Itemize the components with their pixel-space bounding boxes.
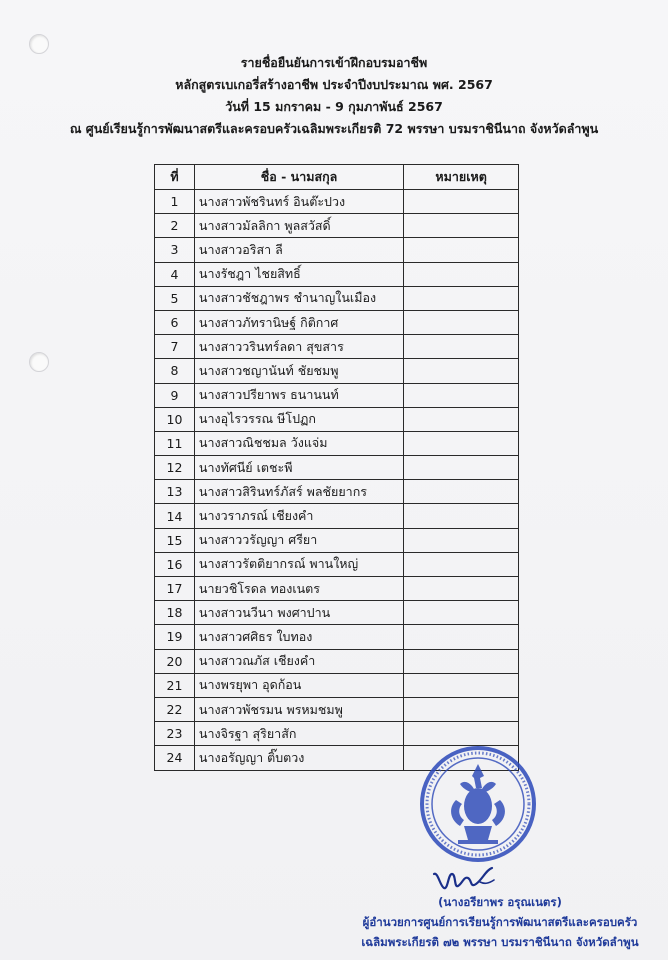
row-number: 16 <box>155 552 195 576</box>
row-note <box>404 601 519 625</box>
table-row <box>155 722 519 746</box>
table-row <box>155 407 519 431</box>
table-row <box>155 504 519 528</box>
row-note <box>404 480 519 504</box>
row-number: 18 <box>155 601 195 625</box>
participant-name: นายวชิโรดล ทองเนตร <box>194 577 403 601</box>
official-seal-stamp <box>418 744 538 864</box>
row-number: 9 <box>155 383 195 407</box>
row-number: 7 <box>155 335 195 359</box>
participant-name: นางรัชฎา ไชยสิทธิ์ <box>194 262 403 286</box>
table-row <box>155 335 519 359</box>
header-title: รายชื่อยืนยันการเข้าฝึกอบรมอาชีพ <box>240 55 428 70</box>
participant-name: นางสาวพัชรมน พรหมชมพู <box>194 697 403 721</box>
participant-name: นางสาวสิรินทร์ภัสร์ พลชัยยากร <box>194 480 403 504</box>
participant-name: นางสาวรัตติยากรณ์ พานใหญ่ <box>194 552 403 576</box>
row-note <box>404 504 519 528</box>
row-note <box>404 697 519 721</box>
participant-name: นางจิรฐา สุริยาสัก <box>194 722 403 746</box>
row-note <box>404 407 519 431</box>
row-number: 24 <box>155 746 195 770</box>
participant-name: นางอรัญญา ติ๊บตวง <box>194 746 403 770</box>
table-row <box>155 528 519 552</box>
participant-name: นางสาวพัชรินทร์ อินต๊ะปวง <box>194 190 403 214</box>
table-row <box>155 480 519 504</box>
punch-hole-top <box>29 34 49 54</box>
handwritten-signature <box>428 864 498 894</box>
table-row <box>155 431 519 455</box>
row-note <box>404 335 519 359</box>
participant-name: นางสาวณภัส เชียงคำ <box>194 649 403 673</box>
row-number: 13 <box>155 480 195 504</box>
table-row <box>155 262 519 286</box>
row-note <box>404 431 519 455</box>
row-number: 15 <box>155 528 195 552</box>
table-row <box>155 577 519 601</box>
participant-name: นางอุไรวรรณ ษีโปฏก <box>194 407 403 431</box>
table-row <box>155 552 519 576</box>
participant-name: นางสาวภัทรานิษฐ์ กิติกาศ <box>194 310 403 334</box>
document-header <box>0 52 668 140</box>
table-row <box>155 190 519 214</box>
row-number: 8 <box>155 359 195 383</box>
header-course: หลักสูตรเบเกอรี่สร้างอาชีพ ประจำปีงบประมาณ พศ. 2567 <box>175 77 493 92</box>
row-note <box>404 214 519 238</box>
participant-name: นางสาวปรียาพร ธนานนท์ <box>194 383 403 407</box>
column-header-no: ที่ <box>155 165 195 190</box>
table-row <box>155 310 519 334</box>
table-row <box>155 286 519 310</box>
row-note <box>404 722 519 746</box>
participant-name: นางสาวนวีนา พงศาปาน <box>194 601 403 625</box>
row-note <box>404 190 519 214</box>
header-dates: วันที่ 15 มกราคม - 9 กุมภาพันธ์ 2567 <box>225 99 443 114</box>
participant-name: นางสาวชัชฎาพร ชำนาญในเมือง <box>194 286 403 310</box>
row-note <box>404 238 519 262</box>
row-number: 14 <box>155 504 195 528</box>
participant-name: นางสาวชญานันท์ ชัยชมพู <box>194 359 403 383</box>
row-number: 2 <box>155 214 195 238</box>
row-number: 23 <box>155 722 195 746</box>
participant-name: นางสาววรินทร์ลดา สุขสาร <box>194 335 403 359</box>
table-row <box>155 649 519 673</box>
signer-position-line2: เฉลิมพระเกียรติ ๗๒ พรรษา บรมราชินีนาถ จังหวัดลำพูน <box>361 935 639 949</box>
table-row <box>155 625 519 649</box>
row-note <box>404 359 519 383</box>
table-row <box>155 238 519 262</box>
signer-block <box>330 892 668 952</box>
participant-name: นางสาวศศิธร ใบทอง <box>194 625 403 649</box>
row-note <box>404 310 519 334</box>
row-number: 6 <box>155 310 195 334</box>
row-number: 1 <box>155 190 195 214</box>
row-number: 17 <box>155 577 195 601</box>
row-note <box>404 456 519 480</box>
row-number: 5 <box>155 286 195 310</box>
participant-name: นางทัศนีย์ เตชะพี <box>194 456 403 480</box>
row-note <box>404 649 519 673</box>
table-row <box>155 456 519 480</box>
table-row <box>155 697 519 721</box>
participant-name: นางสาวมัลลิกา พูลสวัสดิ์ <box>194 214 403 238</box>
row-number: 3 <box>155 238 195 262</box>
participant-name: นางสาวอริสา ลี <box>194 238 403 262</box>
signer-name: (นางอรียาพร อรุณเนตร) <box>438 895 562 909</box>
table-header-row <box>155 165 519 190</box>
table-row <box>155 359 519 383</box>
table-row <box>155 214 519 238</box>
participant-name: นางสาววรัญญา ศรียา <box>194 528 403 552</box>
row-number: 21 <box>155 673 195 697</box>
row-number: 10 <box>155 407 195 431</box>
participant-table <box>154 164 519 771</box>
header-location: ณ ศูนย์เรียนรู้การพัฒนาสตรีและครอบครัวเฉลิมพระเกียรติ 72 พรรษา บรมราชินีนาถ จังหวัดลำพูน <box>69 121 599 136</box>
row-note <box>404 262 519 286</box>
table-row <box>155 673 519 697</box>
row-note <box>404 673 519 697</box>
row-number: 22 <box>155 697 195 721</box>
column-header-note: หมายเหตุ <box>404 165 519 190</box>
participant-name: นางพรยุพา อุดก้อน <box>194 673 403 697</box>
row-number: 12 <box>155 456 195 480</box>
column-header-name: ชื่อ - นามสกุล <box>194 165 403 190</box>
participant-name: นางวราภรณ์ เชียงคำ <box>194 504 403 528</box>
row-number: 19 <box>155 625 195 649</box>
table-body <box>155 190 519 771</box>
row-note <box>404 552 519 576</box>
row-number: 4 <box>155 262 195 286</box>
row-note <box>404 383 519 407</box>
table-row <box>155 601 519 625</box>
row-number: 11 <box>155 431 195 455</box>
row-note <box>404 286 519 310</box>
table-row <box>155 383 519 407</box>
participant-name: นางสาวณิชชมล วังแจ่ม <box>194 431 403 455</box>
punch-hole-bottom <box>29 352 49 372</box>
row-note <box>404 577 519 601</box>
row-note <box>404 528 519 552</box>
signer-position: ผู้อำนวยการศูนย์การเรียนรู้การพัฒนาสตรีและครอบครัว <box>362 915 638 929</box>
row-note <box>404 625 519 649</box>
row-number: 20 <box>155 649 195 673</box>
